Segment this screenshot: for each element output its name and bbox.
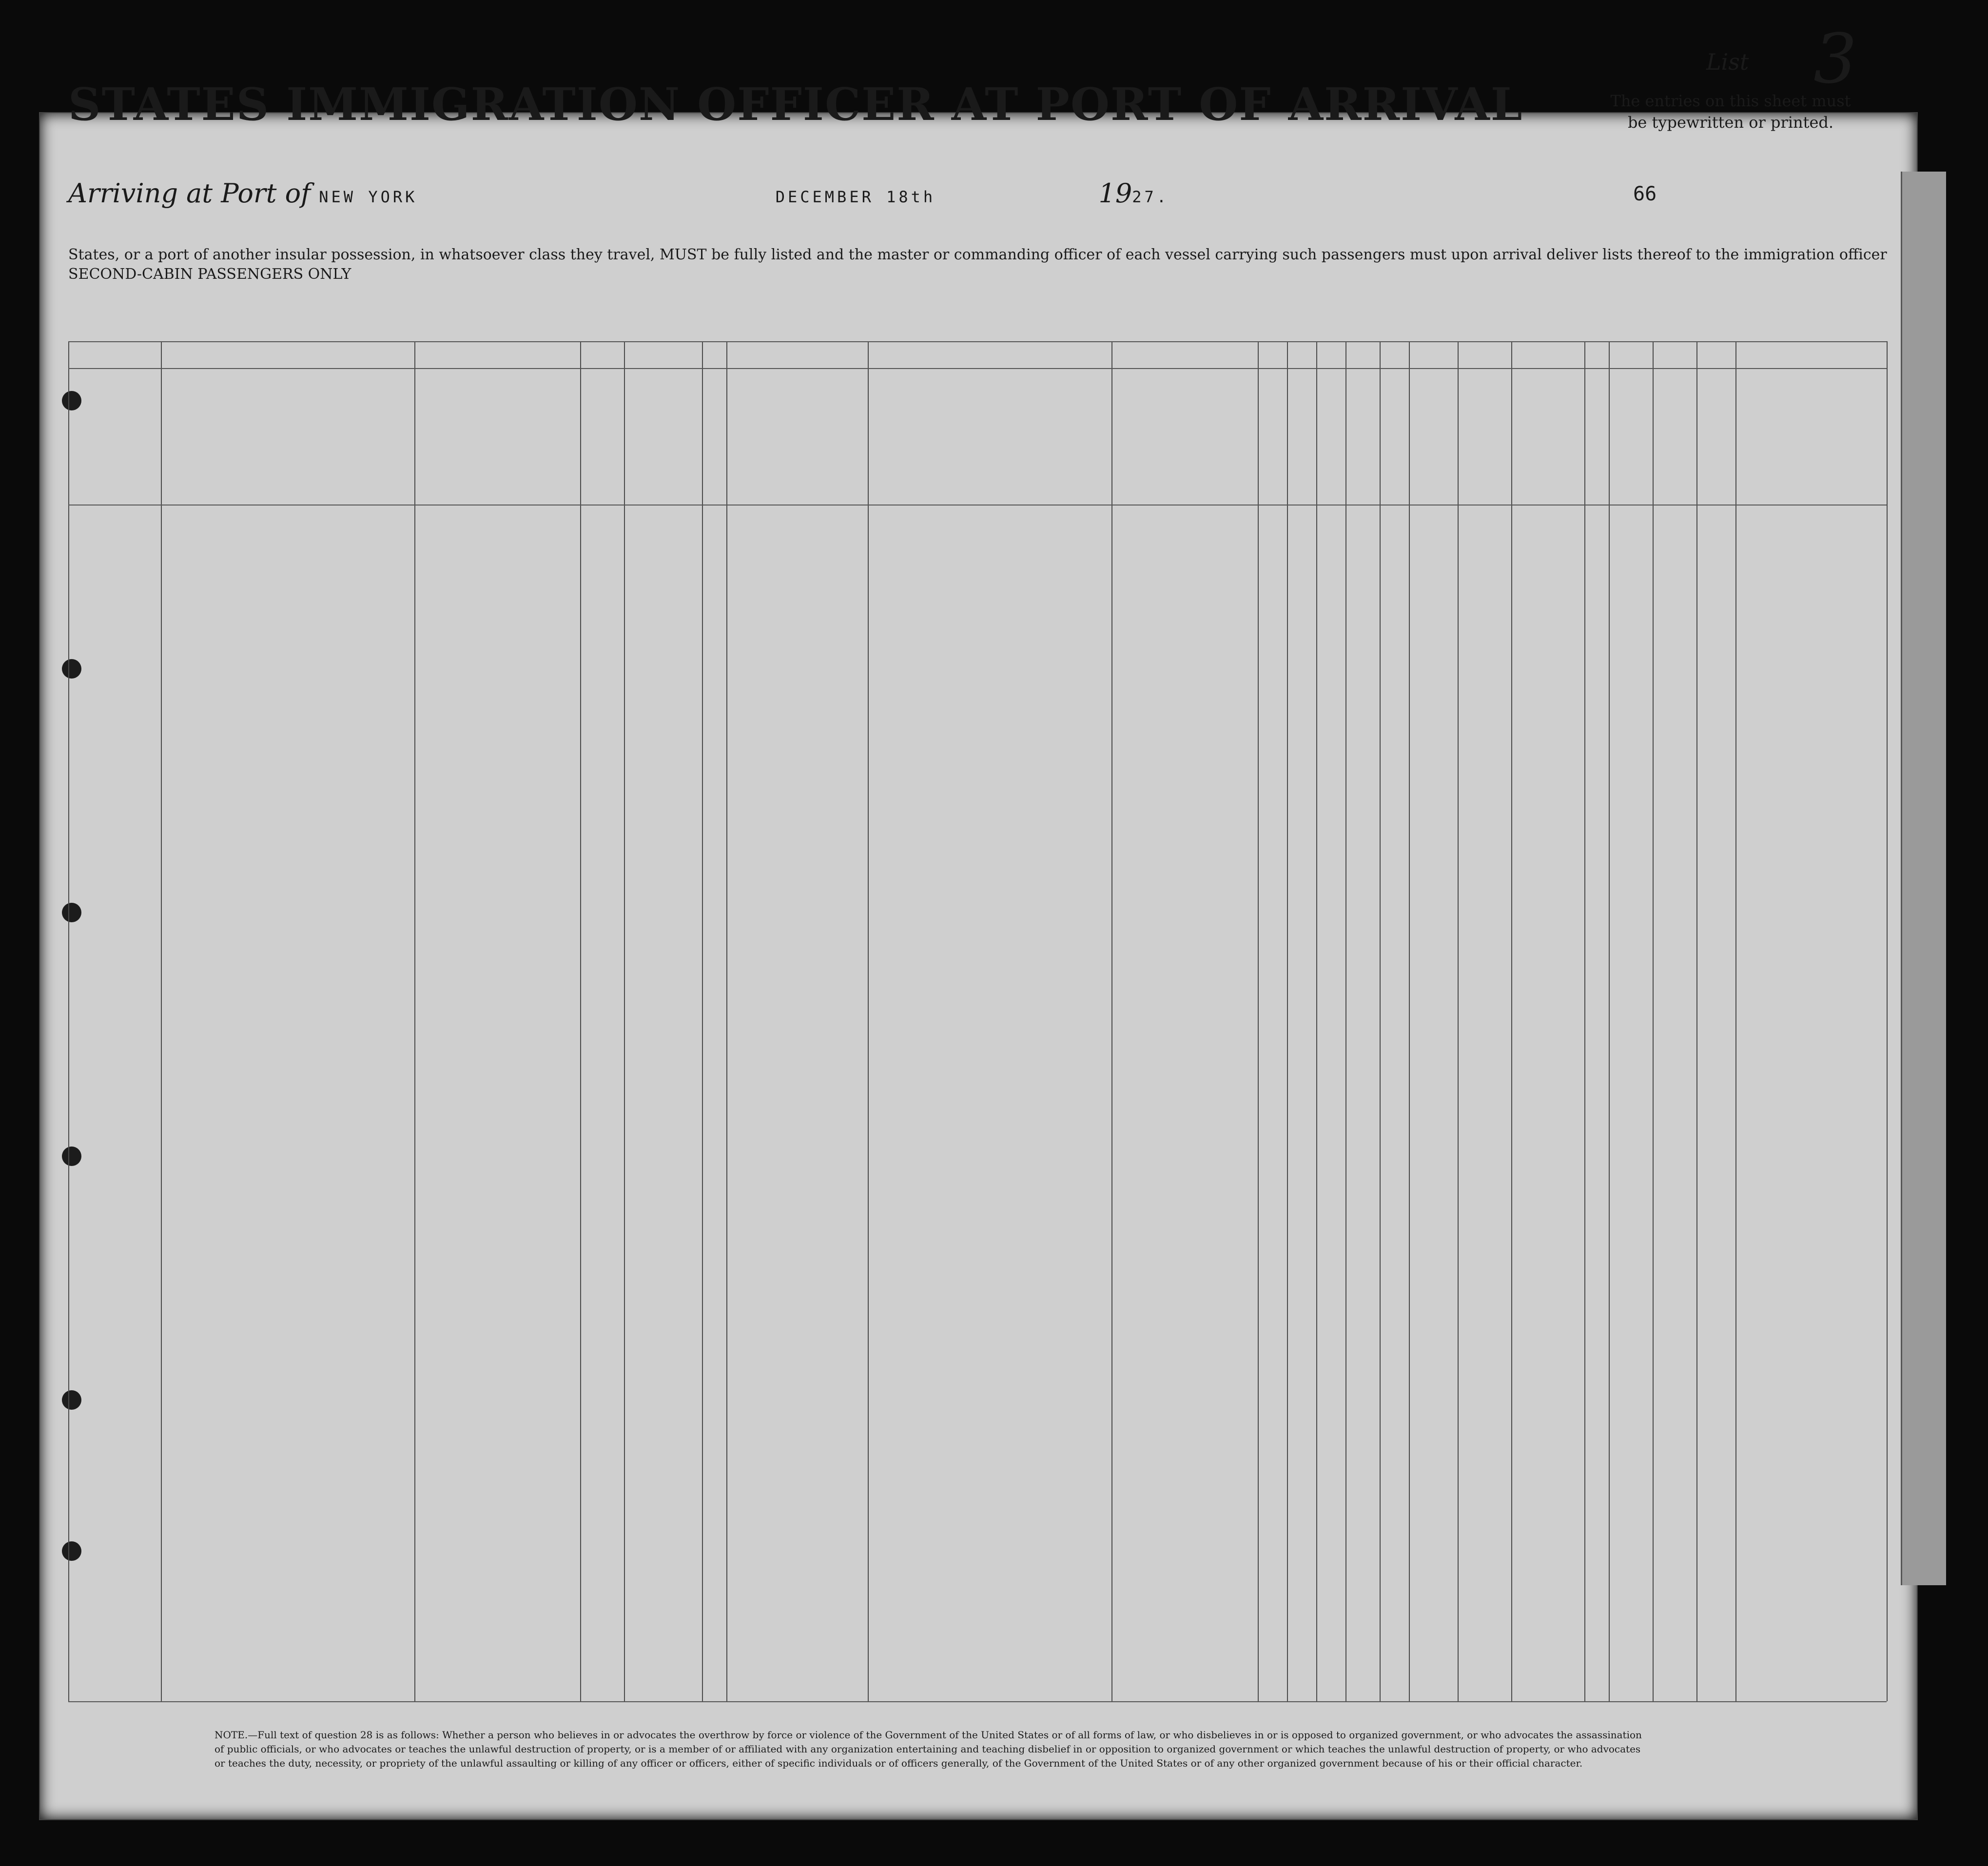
punch-hole bbox=[62, 903, 81, 922]
column-rule bbox=[580, 341, 581, 1701]
arrival-year: 27. bbox=[1132, 188, 1169, 206]
column-rule bbox=[624, 341, 625, 1701]
column-rule bbox=[161, 341, 162, 1701]
arrival-date: DECEMBER 18th bbox=[775, 188, 936, 206]
list-number: 3 bbox=[1813, 19, 1857, 99]
column-rule bbox=[1653, 341, 1654, 1701]
punch-hole bbox=[62, 659, 81, 679]
header-rule bbox=[68, 341, 1887, 342]
punch-hole bbox=[62, 1390, 81, 1410]
column-rule bbox=[1609, 341, 1610, 1701]
column-rule bbox=[726, 341, 727, 1701]
footnote: NOTE.—Full text of question 28 is as follows: Whether a person who believes in or advocates the overthrow by force or violence of the Government of the United States or of all forms of law, or who disbelieves in or is opposed to organized government, or who advocates the assassination of public officials, or who advocates or teaches the unlawful destruction of property, or is a member of or affiliated with any organization entertaining and teaching disbelief in or opposition to organized government or which teaches the unlawful destruction of property, or who advocates or teaches the duty, necessity, or propriety of the unlawful assaulting or killing of any officer or officers, either of specific individuals or of officers generally, of the Government of the United States or of any other organized government because of his or their official character. bbox=[214, 1729, 1642, 1769]
punch-hole bbox=[62, 391, 81, 410]
column-rule bbox=[1111, 341, 1112, 1701]
sheet-number: 66 bbox=[1633, 183, 1657, 205]
page-title: STATES IMMIGRATION OFFICER AT PORT OF ARRIVAL bbox=[68, 78, 1523, 131]
column-rule bbox=[1345, 341, 1346, 1701]
port-name: NEW YORK bbox=[319, 188, 418, 206]
column-rule bbox=[1258, 341, 1259, 1701]
column-rule bbox=[1287, 341, 1288, 1701]
column-rule bbox=[1409, 341, 1410, 1701]
typewritten-notice: The entries on this sheet must be typewritten or printed. bbox=[1610, 92, 1851, 132]
column-rule bbox=[1380, 341, 1381, 1701]
column-rule bbox=[868, 341, 869, 1701]
column-rule bbox=[414, 341, 415, 1701]
column-rule bbox=[1316, 341, 1317, 1701]
subtitle: States, or a port of another insular possession, in whatsoever class they travel, MUST be fully listed and the master or commanding officer of each vessel carrying such passengers must upon arrival deliver lists thereof to the immigration officer bbox=[68, 246, 1887, 263]
column-rule bbox=[1458, 341, 1459, 1701]
arriving-line: Arriving at Port of NEW YORK DECEMBER 18th 1927. bbox=[68, 178, 1169, 209]
column-rule bbox=[702, 341, 703, 1701]
punch-hole bbox=[62, 1147, 81, 1166]
passenger-class: SECOND-CABIN PASSENGERS ONLY bbox=[68, 266, 351, 283]
header-rule bbox=[68, 368, 1887, 369]
footer-rule bbox=[68, 1701, 1887, 1702]
column-rule bbox=[1887, 341, 1888, 1701]
column-rule bbox=[1696, 341, 1697, 1701]
list-label: List bbox=[1706, 49, 1749, 75]
column-rule bbox=[1584, 341, 1585, 1701]
binder-edge bbox=[1901, 172, 1946, 1585]
column-rule bbox=[1735, 341, 1736, 1701]
column-rule bbox=[1511, 341, 1512, 1701]
column-rule bbox=[68, 341, 69, 1701]
punch-hole bbox=[62, 1541, 81, 1561]
